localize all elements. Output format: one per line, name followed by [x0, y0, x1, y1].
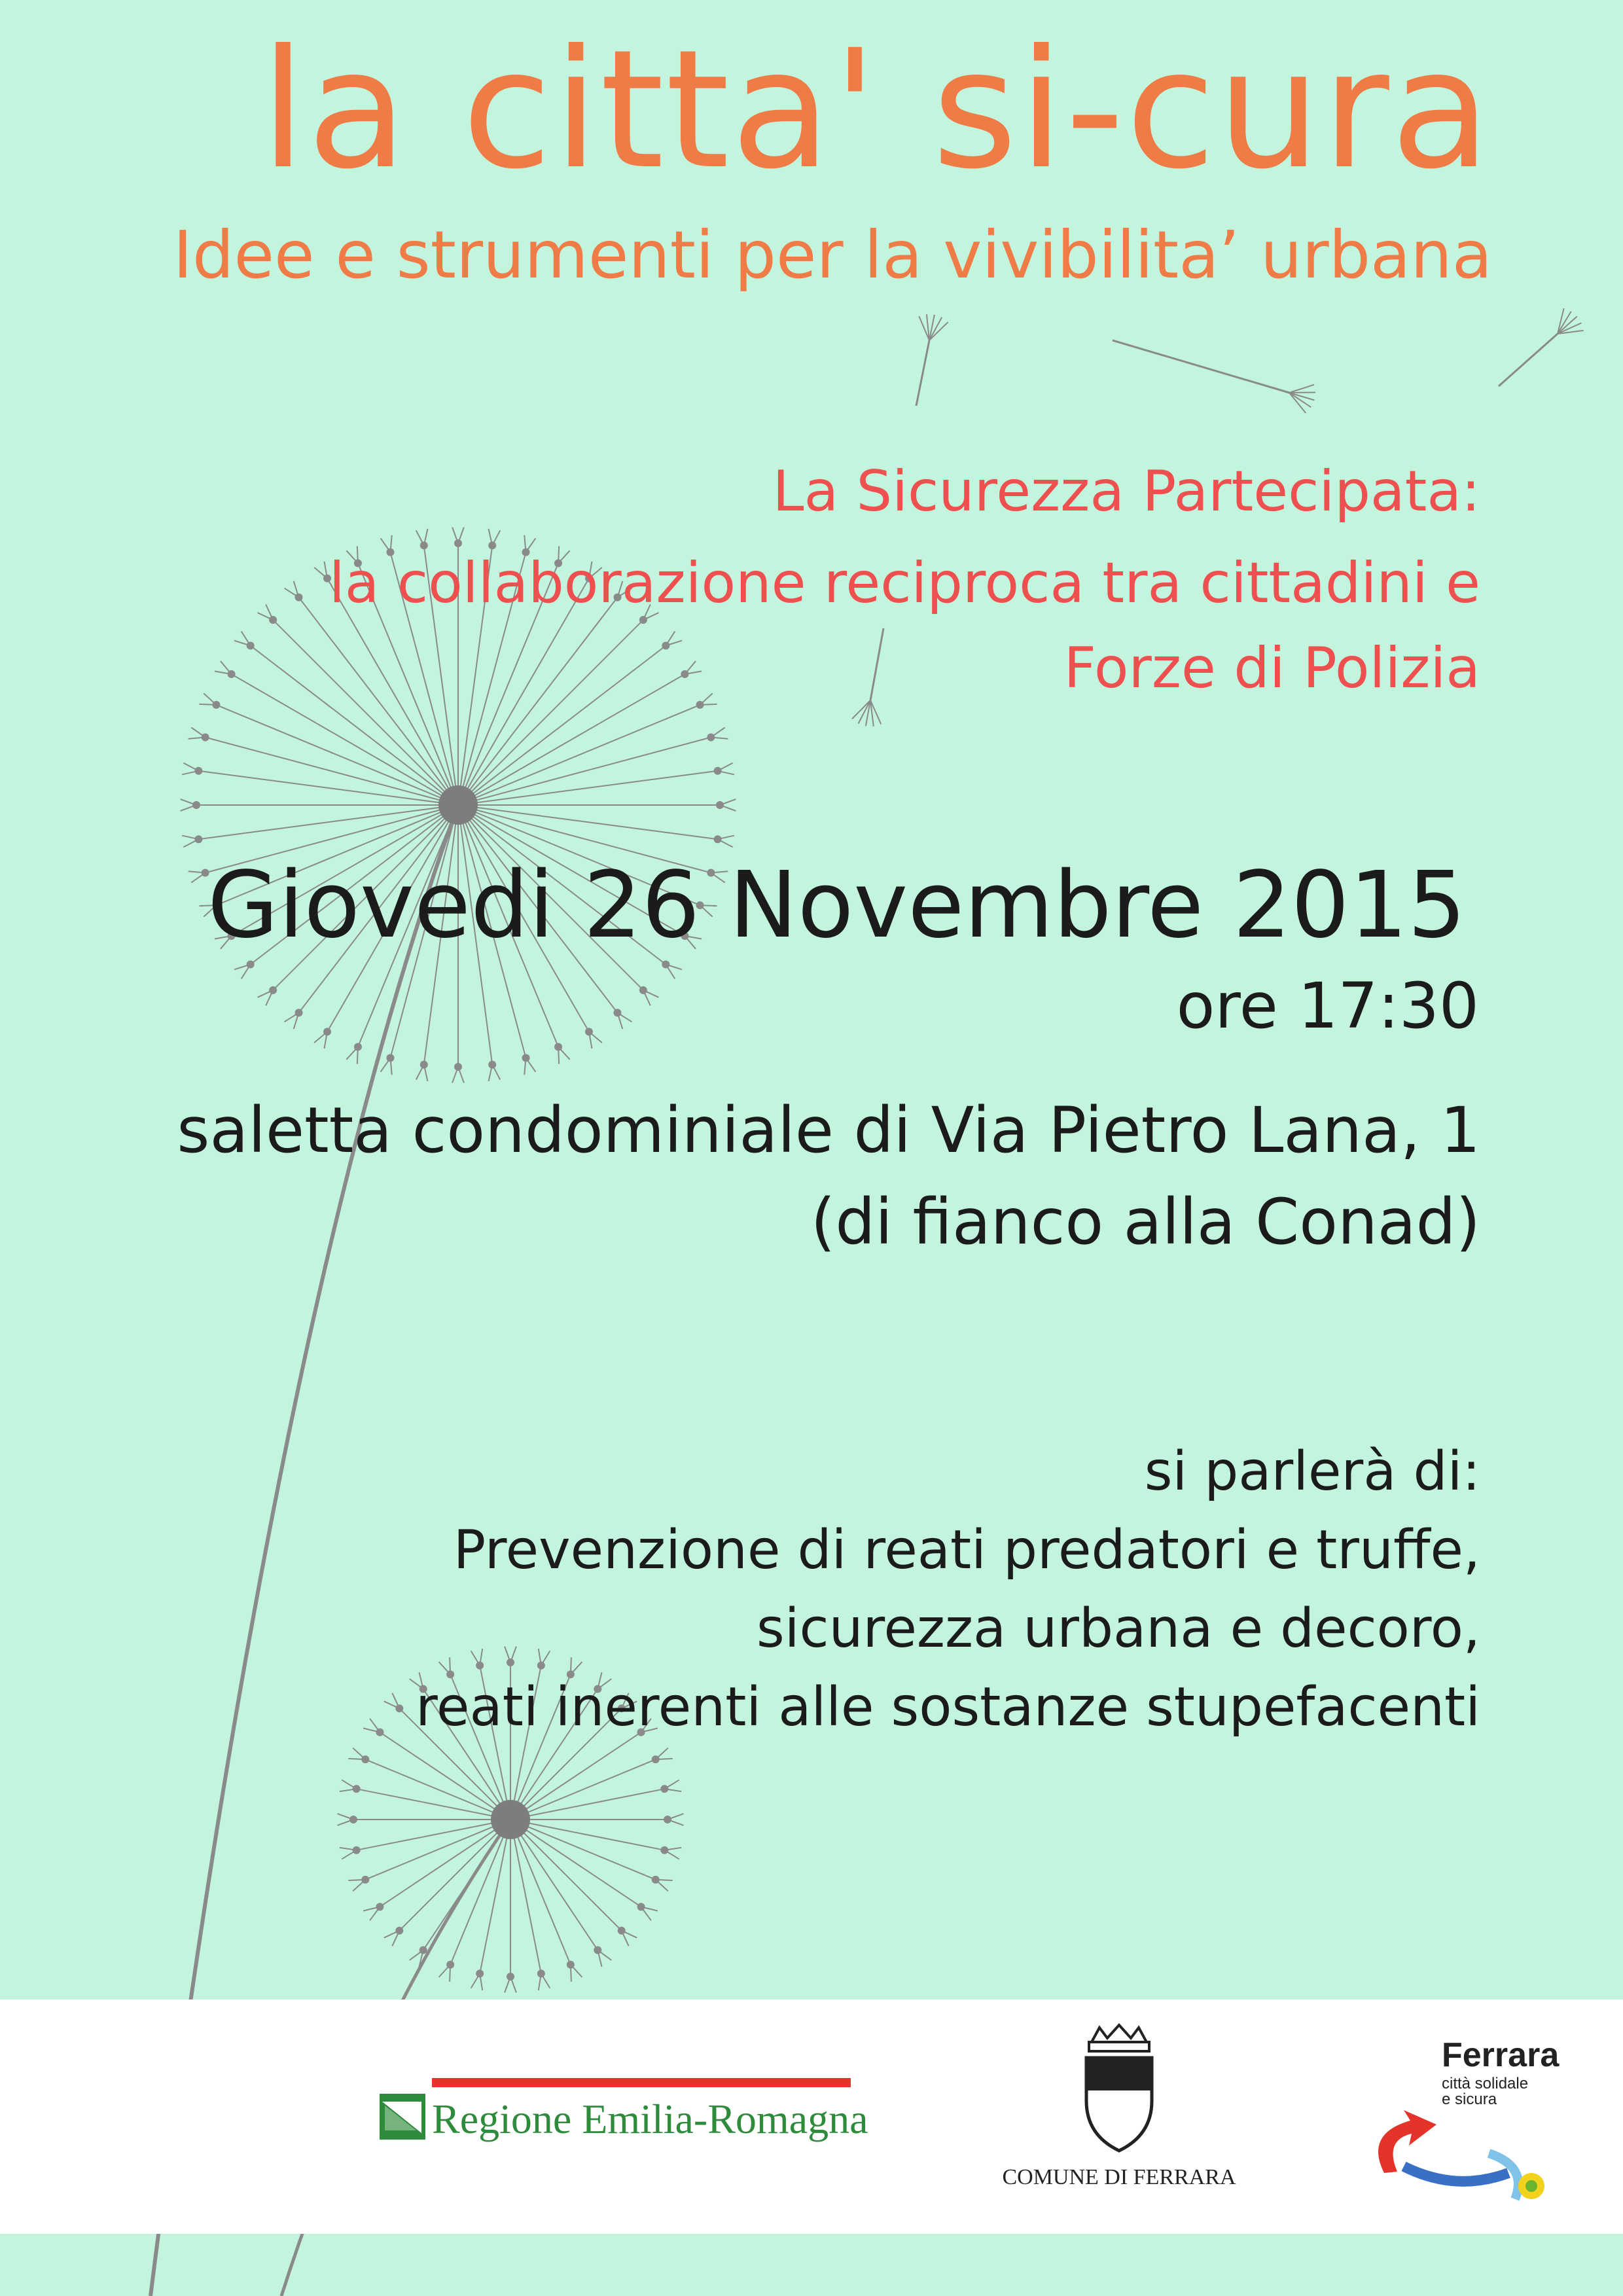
topic-item: Prevenzione di reati predatori e truffe,: [453, 1519, 1480, 1581]
ferrara-logo: [1358, 2036, 1580, 2212]
ferrara-tagline: e sicura: [1442, 2090, 1497, 2108]
theme-line-1: La Sicurezza Partecipata:: [772, 459, 1480, 524]
regione-name: Regione Emilia-Romagna: [432, 2096, 868, 2142]
topics-heading: si parlerà di:: [1144, 1441, 1480, 1503]
ferrara-arrows-icon: [1358, 2090, 1580, 2212]
event-date: Giovedi 26 Novembre 2015: [207, 852, 1466, 959]
event-venue-note: (di fianco alla Conad): [810, 1185, 1480, 1259]
regione-logo-bar: [432, 2078, 851, 2087]
event-time: ore 17:30: [1176, 969, 1479, 1043]
poster-subtitle: Idee e strumenti per la vivibilita’ urbana: [173, 217, 1492, 293]
theme-line-3: Forze di Polizia: [1063, 636, 1480, 701]
event-venue: saletta condominiale di Via Pietro Lana, 1: [177, 1094, 1480, 1167]
theme-line-2: la collaborazione reciproca tra cittadini e: [329, 550, 1480, 616]
ferrara-tagline: città solidale: [1442, 2075, 1529, 2092]
comune-name: COMUNE DI FERRARA: [1002, 2165, 1236, 2189]
comune-logo: [982, 2022, 1257, 2219]
ferrara-name: Ferrara: [1442, 2036, 1560, 2074]
topic-item: reati inerenti alle sostanze stupefacenti: [416, 1676, 1480, 1738]
topic-item: sicurezza urbana e decoro,: [757, 1598, 1480, 1660]
poster-title: la citta' si-cura: [260, 14, 1492, 205]
comune-crest-icon: [1073, 2022, 1165, 2153]
regione-logo-icon: [380, 2094, 425, 2140]
regione-logo: [380, 2078, 868, 2183]
